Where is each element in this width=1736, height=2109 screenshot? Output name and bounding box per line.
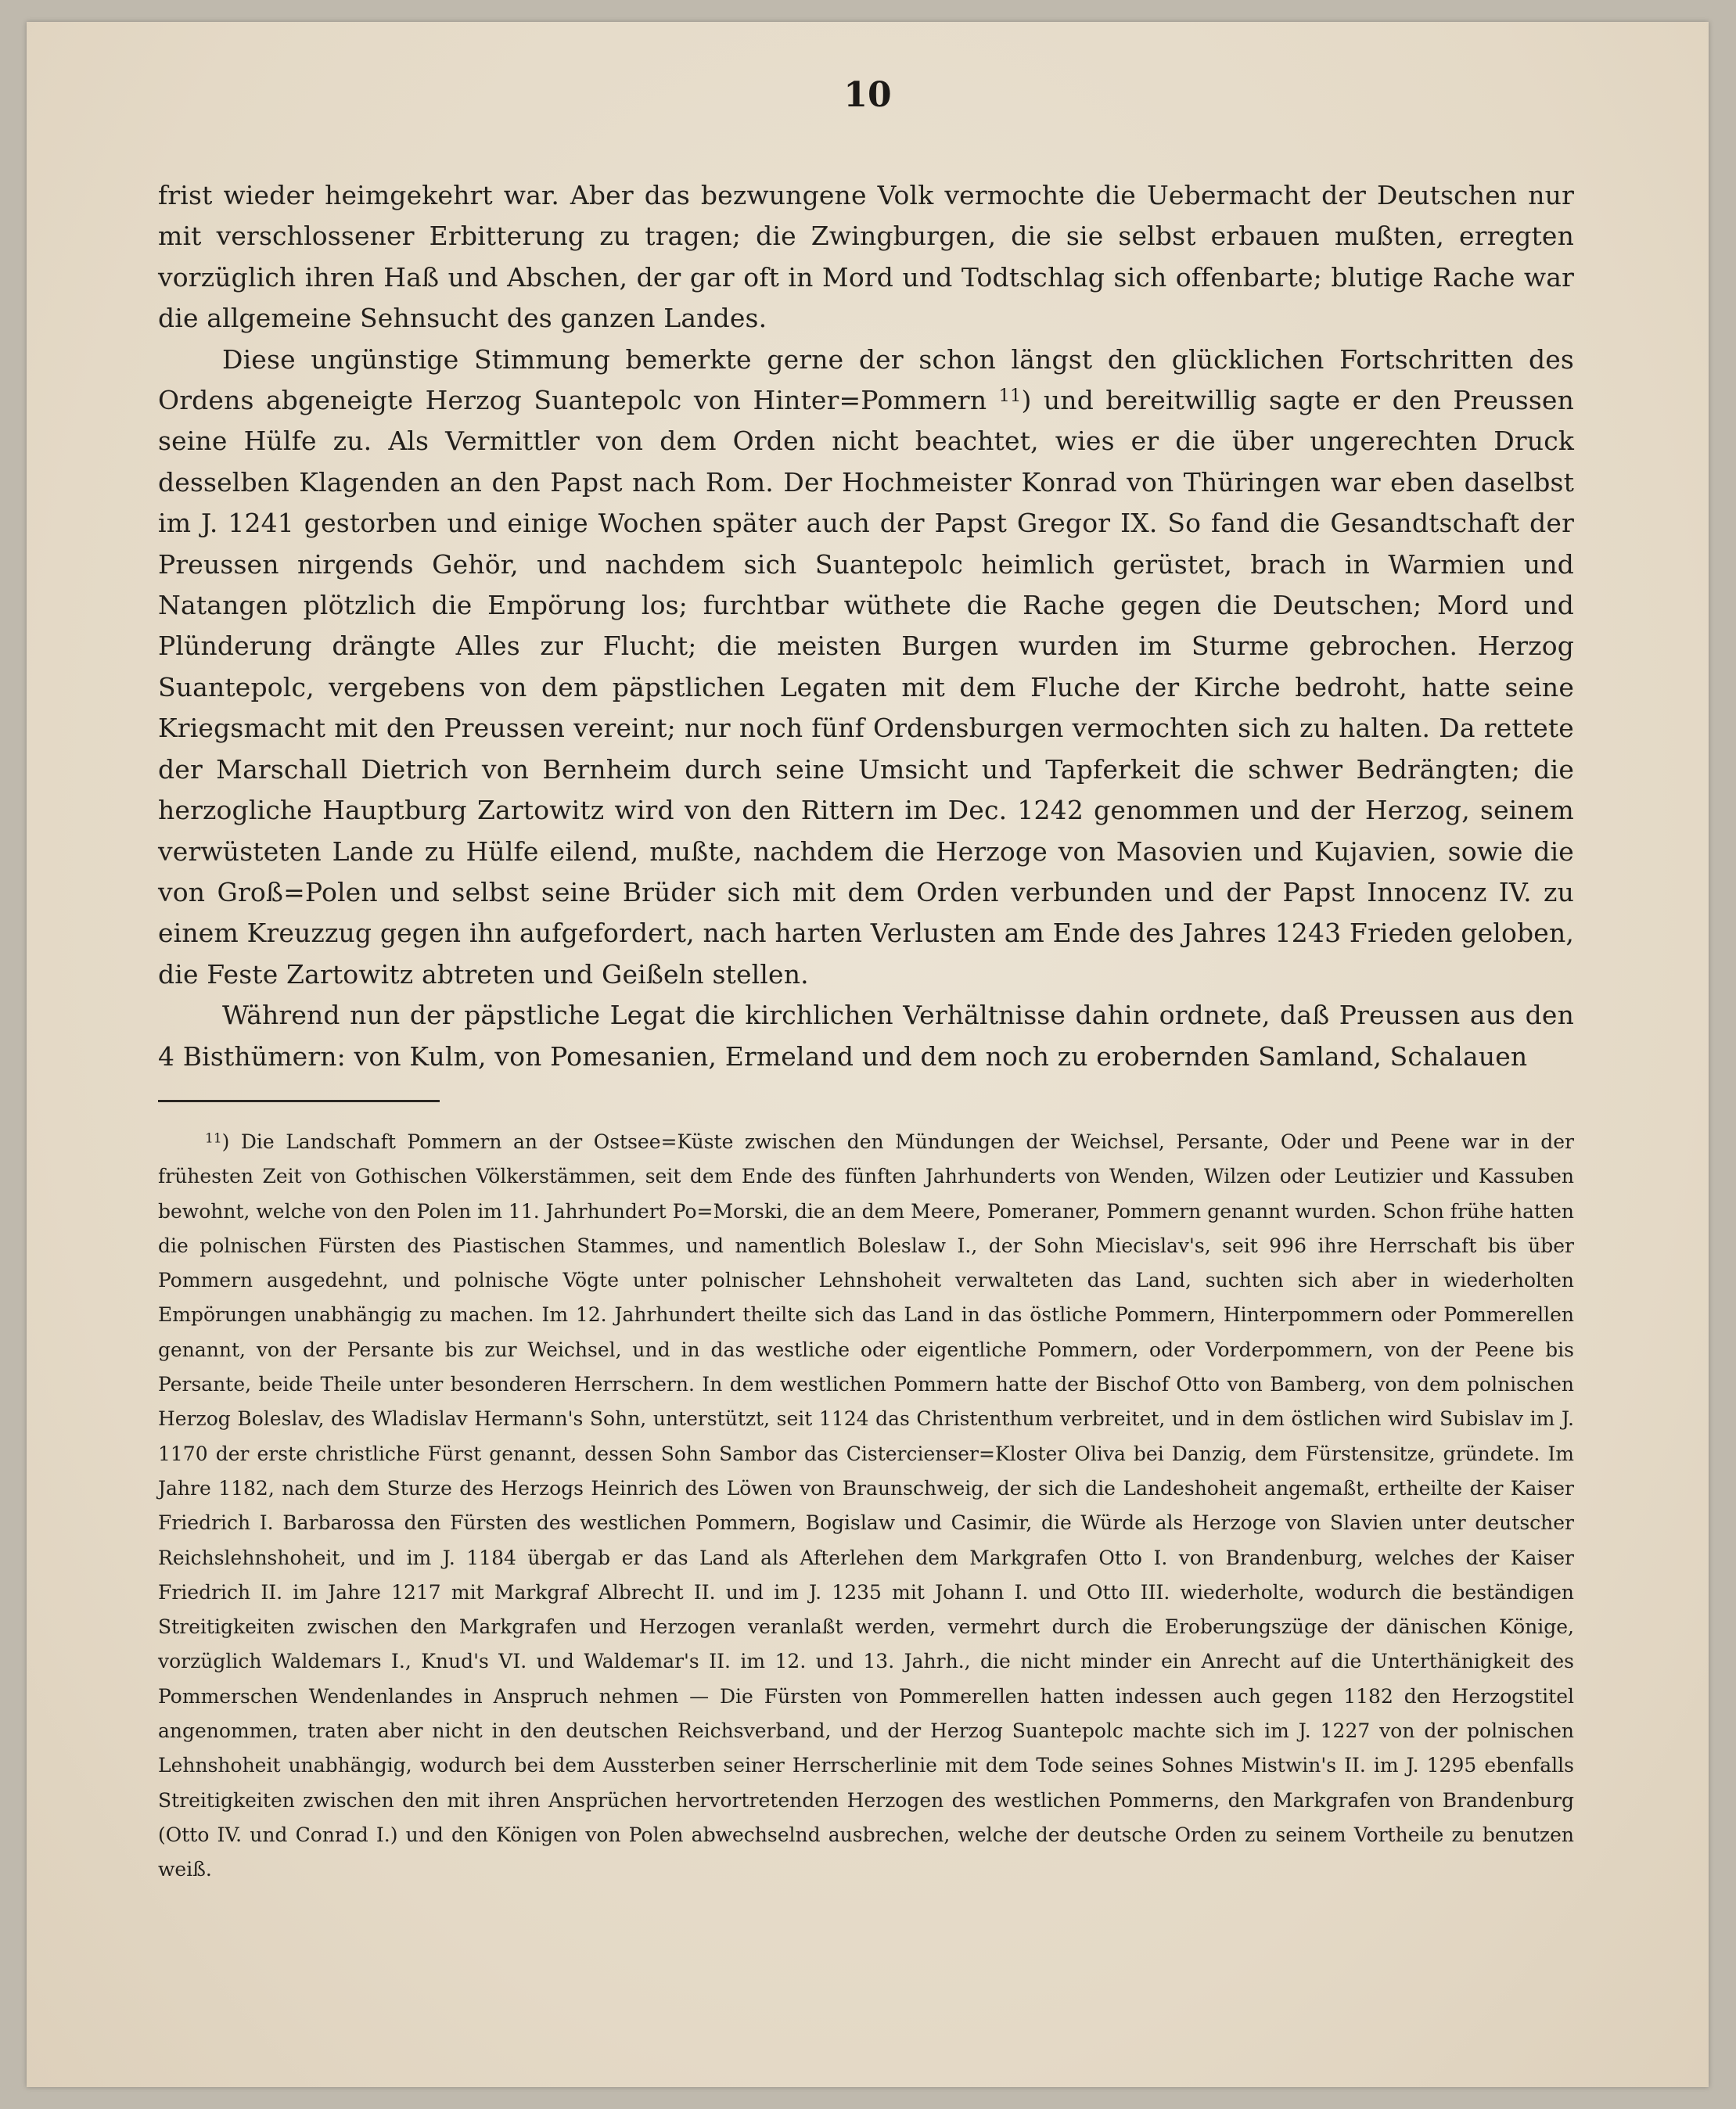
paragraph-1: frist wieder heimgekehrt war. Aber das bezwungene Volk vermochte die Uebermacht der Deutschen nur mit verschlossener Erbitterung zu tragen; die Zwingburgen, die sie selbst erbauen mußten, erregten vorzüglich ihren Haß und Abschen, der gar oft in Mord und Todtschlag sich offenbarte; blutige Rache war die allgemeine Sehnsucht des ganzen Landes.	[158, 180, 1574, 334]
paragraph-3: Während nun der päpstliche Legat die kirchlichen Verhältnisse dahin ordnete, daß Preussen aus den 4 Bisthümern: von Kulm, von Pomesanien, Ermeland und dem noch zu erobernden Samland, Schalauen	[158, 1000, 1574, 1072]
paragraph-2	[158, 340, 1574, 996]
paragraph-2-part-1: Diese ungünstige Stimmung bemerkte gerne der schon längst den glücklichen Fortschritten des Ordens abgeneigte Herzog Suantepolc von Hinter=Pommern	[158, 343, 1574, 416]
page-number: 10	[843, 75, 892, 115]
book-page	[27, 22, 1709, 2087]
footnote-11	[158, 1125, 1574, 1888]
main-text	[158, 175, 1574, 1077]
paragraph-2-part-2: ) und bereitwillig sagte er den Preussen seine Hülfe zu. Als Vermittler von dem Orden nicht beachtet, wies er die über ungerechten Druck desselben Klagenden an den Papst nach Rom. Der Hochmeister Konrad von Thüringen war eben daselbst im J. 1241 gestorben und einige Wochen später auch der Papst Gregor IX. So fand die Gesandtschaft der Preussen nirgends Gehör, und nachdem sich Suantepolc heimlich gerüstet, brach in Warmien und Natangen plötzlich die Empörung los; furchtbar wüthete die Rache gegen die Deutschen; Mord und Plünderung drängte Alles zur Flucht; die meisten Burgen wurden im Sturme gebrochen. Herzog Suantepolc, vergebens von dem päpstlichen Legaten mit dem Fluche der Kirche bedroht, hatte seine Kriegsmacht mit den Preussen vereint; nur noch fünf Ordensburgen vermochten sich zu halten. Da rettete der Marschall Dietrich von Bernheim durch seine Umsicht und Tapferkeit die schwer Bedrängten; die herzogliche Hauptburg Zartowitz wird von den Rittern im Dec. 1242 genommen und der Herzog, seinem verwüsteten Lande zu Hülfe eilend, mußte, nachdem die Herzoge von Masovien und Kujavien, sowie die von Groß=Polen und selbst seine Brüder sich mit dem Orden verbunden und der Papst Innocenz IV. zu einem Kreuzzug gegen ihn aufgefordert, nach harten Verlusten am Ende des Jahres 1243 Frieden geloben, die Feste Zartowitz abtreten und Geißeln stellen.	[158, 385, 1574, 990]
footnote-text: ) Die Landschaft Pommern an der Ostsee=Küste zwischen den Mündungen der Weichsel, Persante, Oder und Peene war in der frühesten Zeit von Gothischen Völkerstämmen, seit dem Ende des fünften Jahrhunderts von Wenden, Wilzen oder Leutizier und Kassuben bewohnt, welche von den Polen im 11. Jahrhundert Po=Morski, die an dem Meere, Pomeraner, Pommern genannt wurden. Schon frühe hatten die polnischen Fürsten des Piastischen Stammes, und namentlich Boleslaw I., der Sohn Miecislav's, seit 996 ihre Herrschaft bis über Pommern ausgedehnt, und polnische Vögte unter polnischer Lehnshoheit verwalteten das Land, suchten sich aber in wiederholten Empörungen unabhängig zu machen. Im 12. Jahrhundert theilte sich das Land in das östliche Pommern, Hinterpommern oder Pommerellen genannt, von der Persante bis zur Weichsel, und in das westliche oder eigentliche Pommern, oder Vorderpommern, von der Peene bis Persante, beide Theile unter besonderen Herrschern. In dem westlichen Pommern hatte der Bischof Otto von Bamberg, von dem polnischen Herzog Boleslav, des Wladislav Hermann's Sohn, unterstützt, seit 1124 das Christenthum verbreitet, und in dem östlichen wird Subislav im J. 1170 der erste christliche Fürst genannt, dessen Sohn Sambor das Cistercienser=Kloster Oliva bei Danzig, dem Fürstensitze, gründete. Im Jahre 1182, nach dem Sturze des Herzogs Heinrich des Löwen von Braunschweig, der sich die Landeshoheit angemaßt, ertheilte der Kaiser Friedrich I. Barbarossa den Fürsten des westlichen Pommern, Bogislaw und Casimir, die Würde als Herzoge von Slavien unter deutscher Reichslehnshoheit, und im J. 1184 übergab er das Land als Afterlehen dem Markgrafen Otto I. von Brandenburg, welches der Kaiser Friedrich II. im Jahre 1217 mit Markgraf Albrecht II. und im J. 1235 mit Johann I. und Otto III. wiederholte, wodurch die beständigen Streitigkeiten zwischen den Markgrafen und Herzogen veranlaßt werden, vermehrt durch die Eroberungszüge der dänischen Könige, vorzüglich Waldemars I., Knud's VI. und Waldemar's II. im 12. und 13. Jahrh., die nicht minder ein Anrecht auf die Unterthänigkeit des Pommerschen Wendenlandes in Anspruch nehmen — Die Fürsten von Pommerellen hatten indessen auch gegen 1182 den Herzogstitel angenommen, traten aber nicht in den deutschen Reichsverband, und der Herzog Suantepolc machte sich im J. 1227 von der polnischen Lehnshoheit unabhängig, wodurch bei dem Aussterben seiner Herrscherlinie mit dem Tode seines Sohnes Mistwin's II. im J. 1295 ebenfalls Streitigkeiten zwischen den mit ihren Ansprüchen hervortretenden Herzogen des westlichen Pommerns, den Markgrafen von Brandenburg (Otto IV. und Conrad I.) und den Königen von Polen abwechselnd ausbrechen, welche der deutsche Orden zu seinem Vortheile zu benutzen weiß.	[158, 1130, 1574, 1881]
footnote-separator	[158, 1100, 440, 1102]
footnote-mark: 11	[205, 1130, 222, 1147]
footnotes	[158, 1125, 1574, 1888]
footnote-reference: 11	[998, 385, 1022, 406]
